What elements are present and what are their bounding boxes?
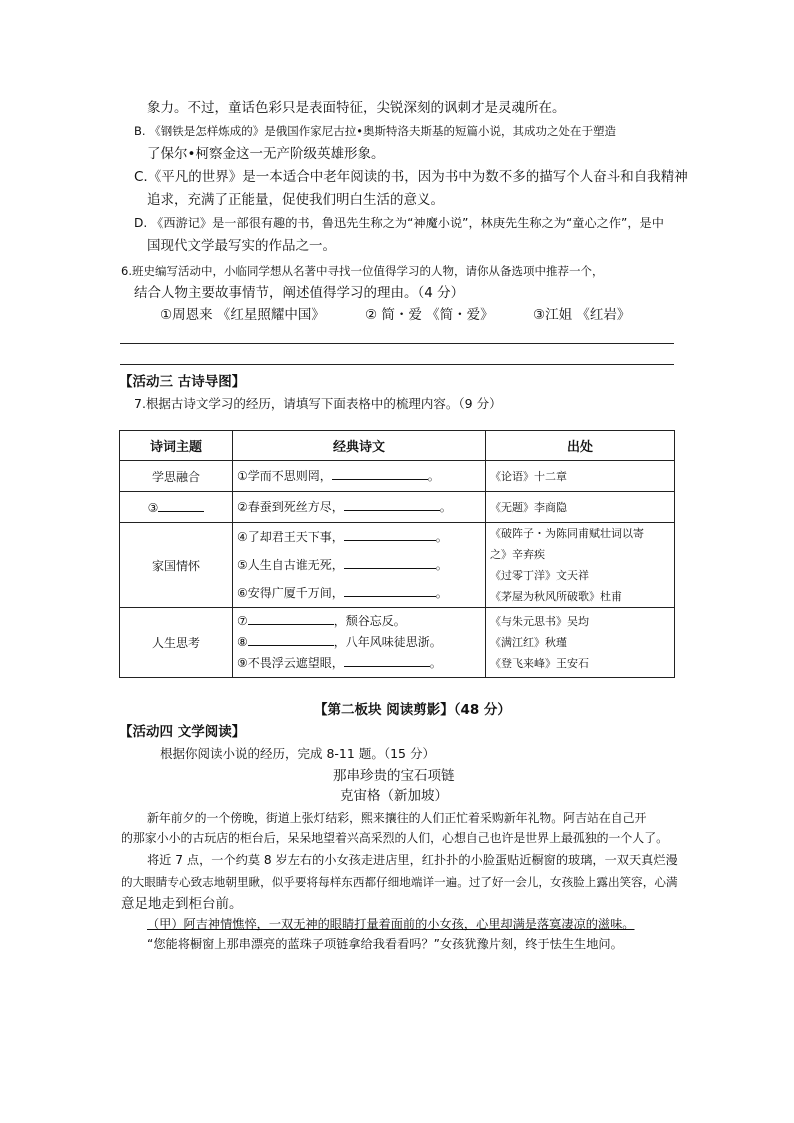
poem-cell	[233, 492, 486, 523]
story-p2-line1: 将近 7 点，一个约莫 8 岁左右的小女孩走进店里，红扑扑的小脸蛋贴近橱窗的玻璃，一双天真烂漫	[147, 853, 678, 867]
activity4-instruction: 根据你阅读小说的经历，完成 8-11 题。（15 分）	[160, 746, 435, 761]
q6-prompt-line1: 6.班史编写活动中，小临同学想从名著中寻找一位值得学习的人物，请你从备选项中推荐一个，	[121, 264, 604, 278]
source-line: 《破阵子・为陈同甫赋壮词以寄	[490, 527, 644, 540]
poem-line-8-num: ⑧	[237, 635, 248, 649]
blank-9[interactable]	[344, 654, 430, 667]
source-cell	[486, 608, 675, 678]
source-line: 之》辛弃疾	[490, 548, 545, 561]
source-cell: 《无题》李商隐	[486, 492, 675, 523]
blank-6[interactable]	[344, 584, 436, 597]
q5-option-b-line2: 了保尔•柯察金这一无产阶级英雄形象。	[147, 146, 385, 162]
header-poem: 经典诗文	[233, 431, 486, 461]
q6-option-2: ② 简・爱 《简・爱》	[365, 307, 494, 323]
theme-cell: 人生思考	[120, 608, 233, 678]
poem-line-8: ，八年风味徒思浙。	[333, 635, 442, 649]
source-line: 《茅屋为秋风所破歌》杜甫	[490, 590, 622, 603]
poem-line-5: ⑤人生自古谁无死，	[237, 558, 344, 572]
poem-cell	[233, 523, 486, 608]
poem-period: 。	[435, 558, 448, 572]
theme-blank-3[interactable]	[158, 499, 204, 512]
q6-option-1: ①周恩来 《红星照耀中国》	[160, 307, 325, 323]
story-p2-line2: 的大眼睛专心致志地朝里瞅，似乎要将每样东西都仔细地端详一遍。过了好一会儿，女孩脸上露出笑容，心满	[121, 875, 678, 889]
poem-line-1: ①学而不思则罔，	[237, 468, 332, 483]
poem-line-7: ，颓谷忘反。	[333, 614, 406, 628]
answer-line-1[interactable]	[120, 343, 674, 344]
blank-7[interactable]	[248, 612, 334, 625]
blank-4[interactable]	[344, 528, 436, 541]
q7-prompt: 7.根据古诗文学习的经历，请填写下面表格中的梳理内容。（9 分）	[134, 396, 502, 411]
activity4-title: 【活动四 文学阅读】	[119, 724, 246, 740]
story-p1-line1: 新年前夕的一个傍晚，街道上张灯结彩，熙来攘往的人们正忙着采购新年礼物。阿吉站在自己开	[147, 811, 647, 825]
source-line: 《与朱元思书》吴均	[490, 615, 589, 628]
table-row	[120, 492, 675, 523]
poetry-table	[119, 430, 675, 678]
source-line: 《过零丁洋》文天祥	[490, 569, 589, 582]
q6-option-3: ③江姐 《红岩》	[533, 307, 631, 323]
story-title: 那串珍贵的宝石项链	[333, 768, 455, 784]
theme-cell: 家国情怀	[120, 523, 233, 608]
activity3-title: 【活动三 古诗导图】	[119, 374, 246, 390]
theme-cell: 学思融合	[120, 461, 233, 492]
header-theme: 诗词主题	[120, 431, 233, 461]
theme-cell	[120, 492, 233, 523]
story-p4: “您能将橱窗上那串漂亮的蓝珠子项链拿给我看看吗？”女孩犹豫片刻，终于怯生生地问。	[147, 937, 623, 951]
poem-line-6: ⑥安得广厦千万间，	[237, 586, 344, 600]
poem-period: 。	[435, 530, 448, 544]
q5-option-c-line2: 追求，充满了正能量，促使我们明白生活的意义。	[147, 192, 444, 208]
table-row	[120, 523, 675, 608]
poem-period: 。	[435, 586, 448, 600]
poem-period: 。	[427, 468, 440, 483]
theme-blank-label: ③	[147, 501, 159, 515]
poem-period: 。	[429, 656, 442, 670]
story-p2-line3: 意足地走到柜台前。	[121, 896, 243, 912]
blank-8[interactable]	[248, 633, 334, 646]
q5-option-b-line1: B. 《钢铁是怎样炼成的》是俄国作家尼古拉•奥斯特洛夫斯基的短篇小说，其成功之处在于塑造	[134, 124, 616, 138]
q5-continuation: 象力。不过，童话色彩只是表面特征，尖锐深刻的讽刺才是灵魂所在。	[147, 100, 566, 116]
q5-option-d-line2: 国现代文学最写实的作品之一。	[147, 238, 336, 254]
poem-cell	[233, 461, 486, 492]
table-header-row	[120, 431, 675, 461]
answer-line-2[interactable]	[120, 364, 674, 365]
table-row	[120, 461, 675, 492]
poem-cell	[233, 608, 486, 678]
source-line: 《登飞来峰》王安石	[490, 657, 589, 670]
table-row	[120, 608, 675, 678]
poem-line-9: ⑨不畏浮云遮望眼，	[237, 656, 344, 670]
poem-period: 。	[439, 499, 452, 514]
story-author: 克宙格（新加坡）	[340, 788, 448, 804]
story-p1-line2: 的那家小小的古玩店的柜台后，呆呆地望着兴高采烈的人们，心想自己也许是世界上最孤独的一个人了。	[121, 831, 668, 845]
source-line: 《满江红》秋瑾	[490, 636, 567, 649]
blank-2[interactable]	[344, 498, 440, 511]
story-p3: （甲）阿吉神情憔悴，一双无神的眼睛打量着面前的小女孩，心里却满是落寞凄凉的滋味。	[147, 917, 635, 931]
q5-option-c-line1: C.《平凡的世界》是一本适合中老年阅读的书，因为书中为数不多的描写个人奋斗和自我精神	[134, 169, 688, 185]
section2-title: 【第二板块 阅读剪影】（48 分）	[314, 702, 511, 718]
q6-prompt-line2: 结合人物主要故事情节，阐述值得学习的理由。（4 分）	[134, 285, 465, 301]
poem-line-2: ②春蚕到死丝方尽，	[237, 499, 344, 514]
source-cell	[486, 523, 675, 608]
blank-5[interactable]	[344, 556, 436, 569]
poem-line-7-num: ⑦	[237, 614, 248, 628]
blank-1[interactable]	[332, 467, 428, 480]
header-source: 出处	[486, 431, 675, 461]
source-cell: 《论语》十二章	[486, 461, 675, 492]
poem-line-4: ④了却君王天下事，	[237, 530, 344, 544]
q5-option-d-line1: D. 《西游记》是一部很有趣的书，鲁迅先生称之为“神魔小说”，林庚先生称之为“童心之作”，是中	[134, 216, 664, 230]
